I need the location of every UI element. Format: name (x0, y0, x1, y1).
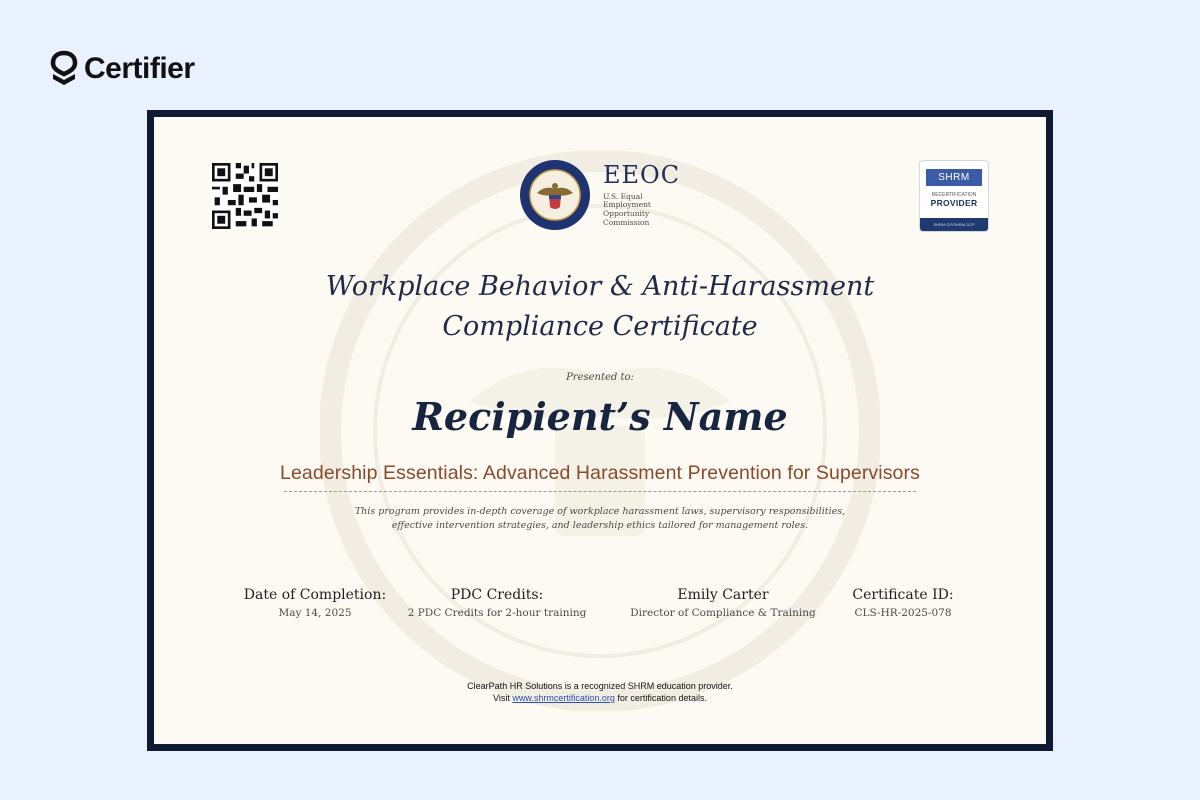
qr-code-icon[interactable] (212, 163, 278, 229)
signatory-name: Emily Carter (677, 587, 769, 603)
eeoc-logo (519, 159, 689, 231)
certificate-paper (154, 117, 1046, 744)
footer-visit: Visit (493, 693, 510, 703)
course-name: Leadership Essentials: Advanced Harassment Prevention for Supervisors (280, 462, 920, 484)
footer-line2-end: for certification details. (617, 693, 707, 703)
shrm-code: SHRM-CP/SHRM-SCP (933, 222, 975, 227)
eeoc-seal-icon (519, 159, 591, 231)
certifier-logo-icon (50, 50, 78, 88)
course-description: This program provides in-depth coverage of workplace harassment laws, supervisory responsibilities, effective intervention strategies, and leadership ethics tailored for management roles. (354, 506, 846, 531)
signatory-title: Director of Compliance & Training (630, 607, 816, 619)
certificate-id-value: CLS-HR-2025-078 (854, 607, 952, 619)
certificate-title (154, 267, 1046, 347)
shrm-line1: RECERTIFICATION (931, 192, 977, 198)
pdc-credits-value: 2 PDC Credits for 2-hour training (407, 607, 587, 619)
title-line1: Workplace Behavior & Anti-Harassment (325, 271, 875, 302)
certifier-brand (50, 50, 195, 88)
eeoc-abbreviation: EEOC (603, 160, 681, 189)
presented-to-label: Presented to: (566, 372, 634, 383)
signatory-block (623, 587, 823, 619)
certificate-id-label: Certificate ID: (852, 587, 954, 603)
course-divider (284, 491, 916, 492)
shrm-brand: SHRM (938, 172, 970, 183)
title-line2: Compliance Certificate (442, 311, 758, 342)
certificate-id-block (803, 587, 1003, 619)
eeoc-name-line2: Opportunity Commission (603, 209, 650, 227)
completion-date-label: Date of Completion: (243, 587, 387, 603)
certificate-footer (154, 680, 1046, 704)
completion-date-block (215, 587, 415, 619)
shrm-line2: PROVIDER (930, 198, 978, 208)
pdc-credits-label: PDC Credits: (450, 587, 544, 603)
pdc-credits-block (397, 587, 597, 619)
certificate-frame (147, 110, 1053, 751)
brand-name: Certifier (84, 52, 195, 85)
shrm-certification-link[interactable]: www.shrmcertification.org (512, 693, 615, 703)
completion-date-value: May 14, 2025 (278, 607, 352, 619)
shrm-provider-badge (919, 160, 989, 232)
eeoc-name-line1: U.S. Equal Employment (603, 191, 651, 210)
footer-line1: ClearPath HR Solutions is a recognized SHRM education provider. (467, 681, 733, 691)
recipient-name: Recipient’s Name (412, 394, 788, 439)
